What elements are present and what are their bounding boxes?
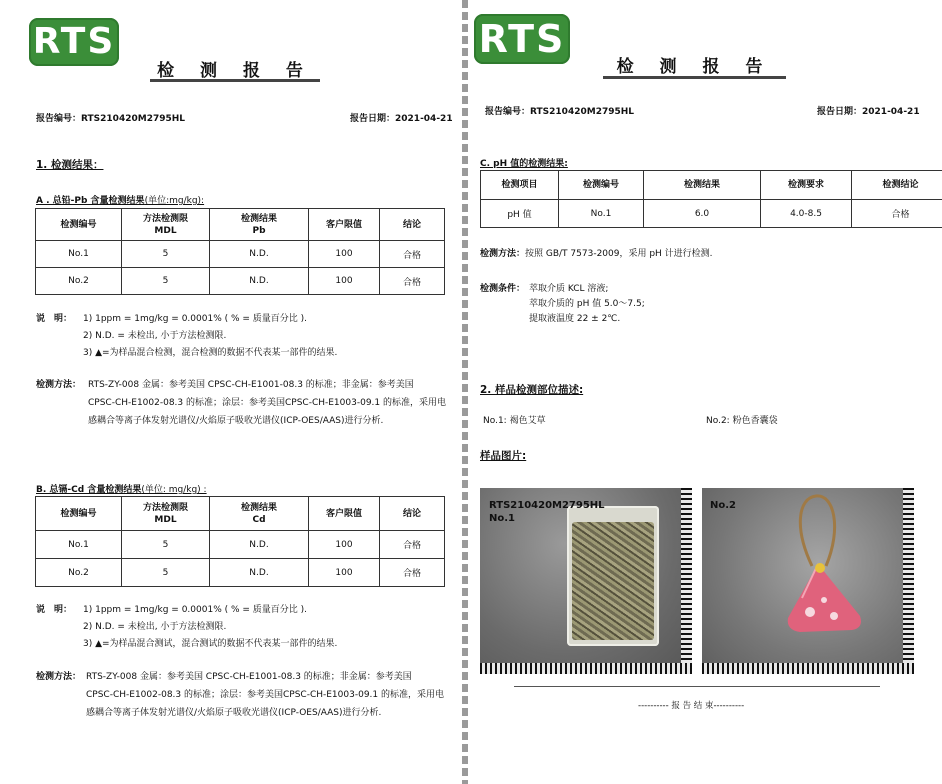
- cell-conclusion: 合格: [380, 559, 445, 587]
- sample-1-description: [483, 413, 546, 430]
- header-test-item: 检测项目: [481, 171, 559, 200]
- note-line: 3) ▲=为样品混合检测，混合检测的数据不代表某一部件的结果.: [83, 348, 338, 358]
- cell-requirement: 4.0-8.5: [761, 200, 852, 228]
- sample-id: No.2:: [706, 416, 730, 426]
- mugwort-leaves: [572, 522, 654, 640]
- cell-mdl: 5: [122, 241, 210, 268]
- condition-line: 提取液温度 22 ± 2℃.: [529, 314, 621, 324]
- table-header-row: [36, 209, 445, 241]
- cell-sample-id: No.1: [559, 200, 644, 228]
- table-row: [481, 200, 942, 228]
- method-line: CPSC-CH-E1002-08.3 的标准；涂层：参考美国CPSC-CH-E1003-09.1 的标准，采用电: [86, 690, 444, 700]
- measuring-ruler: [480, 663, 692, 674]
- cell-conclusion: 合格: [380, 268, 445, 295]
- notes-b: [36, 602, 338, 649]
- table-row: [36, 241, 445, 268]
- cell-result: N.D.: [210, 531, 309, 559]
- lead-result-table: [35, 208, 445, 295]
- notes-a: [36, 311, 338, 358]
- title-underline: [150, 79, 320, 82]
- note-line: 1) 1ppm = 1mg/kg = 0.0001% ( % = 质量百分比 ).: [83, 605, 308, 615]
- cell-conclusion: 合格: [380, 241, 445, 268]
- cell-limit: 100: [309, 559, 380, 587]
- cell-result: N.D.: [210, 559, 309, 587]
- table-b-title: [36, 482, 207, 495]
- ph-method: [480, 246, 713, 263]
- cadmium-result-table: [35, 496, 445, 587]
- photo-report-number: RTS210420M2795HL: [489, 500, 605, 511]
- report-date-value: 2021-04-21: [395, 114, 453, 124]
- report-date-value: 2021-04-21: [862, 107, 920, 117]
- cell-sample-id: No.2: [36, 559, 122, 587]
- header-result: 检测结果: [644, 171, 761, 200]
- method-line: RTS-ZY-008 金属：参考美国 CPSC-CH-E1001-08.3 的标准；非金属：参考美国: [88, 380, 414, 390]
- cell-test-item: pH 值: [481, 200, 559, 228]
- measuring-ruler: [681, 488, 692, 674]
- header-sample-id: 检测编号: [36, 497, 122, 531]
- test-conditions: [480, 282, 645, 324]
- report-number-value: RTS210420M2795HL: [530, 107, 635, 117]
- sample-1-photo: [480, 488, 692, 674]
- sample-2-photo: [702, 488, 914, 674]
- report-date-label: 报告日期：: [817, 107, 863, 117]
- notes-label: 说 明：: [36, 314, 73, 324]
- end-rule: [514, 686, 880, 687]
- rts-logo: RTS: [474, 14, 570, 64]
- section-1-title: 1. 检测结果：: [36, 159, 104, 171]
- report-number-label: 报告编号：: [36, 114, 82, 124]
- cell-mdl: 5: [122, 531, 210, 559]
- notes-label: 说 明：: [36, 605, 73, 615]
- method-label: 检测方法：: [480, 249, 526, 259]
- sachet-illustration: [702, 488, 914, 674]
- cell-limit: 100: [309, 268, 380, 295]
- report-date-label: 报告日期：: [350, 114, 396, 124]
- photo-2-label: No.2: [710, 500, 736, 511]
- table-b-unit: (单位: mg/kg) :: [141, 485, 207, 495]
- page-title: 检 测 报 告: [616, 57, 773, 77]
- note-line: 1) 1ppm = 1mg/kg = 0.0001% ( % = 质量百分比 ).: [83, 314, 308, 324]
- condition-line: 萃取介质的 pH 值 5.0～7.5;: [529, 299, 645, 309]
- sample-desc: 褐色艾草: [509, 416, 546, 426]
- cell-sample-id: No.1: [36, 531, 122, 559]
- note-line: 2) N.D. = 未检出, 小于方法检测限.: [83, 622, 227, 632]
- cell-result: N.D.: [210, 241, 309, 268]
- header-conclusion: 检测结论: [852, 171, 942, 200]
- conditions-label: 检测条件：: [480, 284, 526, 294]
- cell-conclusion: 合格: [380, 531, 445, 559]
- table-b-title-text: B. 总镉-Cd 含量检测结果: [36, 485, 142, 495]
- header-mdl: 方法检测限 MDL: [122, 497, 210, 531]
- sample-desc: 粉色香囊袋: [732, 416, 778, 426]
- method-label: 检测方法：: [36, 380, 82, 390]
- cell-conclusion: 合格: [852, 200, 942, 228]
- method-label: 检测方法：: [36, 672, 82, 682]
- table-header-row: [36, 497, 445, 531]
- report-page-left: [0, 0, 462, 784]
- sample-2-description: [706, 413, 778, 430]
- report-date: [350, 111, 453, 124]
- title-underline: [603, 76, 786, 79]
- report-number-label: 报告编号：: [485, 107, 531, 117]
- section-2-title: 2. 样品检测部位描述:: [480, 384, 584, 396]
- cell-result: 6.0: [644, 200, 761, 228]
- header-conclusion: 结论: [380, 209, 445, 241]
- cell-mdl: 5: [122, 268, 210, 295]
- cell-limit: 100: [309, 241, 380, 268]
- header-result-cd: 检测结果 Cd: [210, 497, 309, 531]
- cell-mdl: 5: [122, 559, 210, 587]
- table-a-title: [36, 193, 204, 206]
- method-line: CPSC-CH-E1002-08.3 的标准；涂层：参考美国CPSC-CH-E1003-09.1 的标准，采用电: [88, 398, 446, 408]
- sample-id: No.1:: [483, 416, 507, 426]
- header-sample-id: 检测编号: [36, 209, 122, 241]
- report-end: ---------- 报 告 结 束----------: [638, 701, 745, 711]
- method-line: 感耦合等离子体发射光谱仪/火焰原子吸收光谱仪(ICP-OES/AAS)进行分析.: [88, 416, 384, 426]
- method-text: 按照 GB/T 7573-2009，采用 pH 计进行检测.: [525, 249, 713, 259]
- table-header-row: [481, 171, 942, 200]
- ph-result-table: [480, 170, 942, 228]
- header-sample-id: 检测编号: [559, 171, 644, 200]
- note-line: 2) N.D. = 未检出, 小于方法检测限.: [83, 331, 227, 341]
- condition-line: 萃取介质 KCL 溶液;: [529, 284, 609, 294]
- table-row: [36, 559, 445, 587]
- report-date: [817, 104, 920, 117]
- header-result-pb: 检测结果 Pb: [210, 209, 309, 241]
- page-title: 检 测 报 告: [157, 61, 313, 81]
- report-number: [36, 111, 185, 124]
- method-line: 感耦合等离子体发射光谱仪/火焰原子吸收光谱仪(ICP-OES/AAS)进行分析.: [86, 708, 382, 718]
- cell-result: N.D.: [210, 268, 309, 295]
- table-a-title-text: A . 总铅-Pb 含量检测结果: [36, 196, 145, 206]
- table-c-title: C. pH 值的检测结果:: [480, 159, 568, 169]
- photo-1-label: [489, 499, 605, 525]
- table-row: [36, 531, 445, 559]
- table-row: [36, 268, 445, 295]
- header-conclusion: 结论: [380, 497, 445, 531]
- note-line: 3) ▲=为样品混合测试，混合测试的数据不代表某一部件的结果.: [83, 639, 338, 649]
- table-a-unit: (单位:mg/kg):: [144, 196, 205, 206]
- report-page-right: [468, 0, 942, 784]
- method-line: RTS-ZY-008 金属：参考美国 CPSC-CH-E1001-08.3 的标准；非金属：参考美国: [86, 672, 412, 682]
- header-requirement: 检测要求: [761, 171, 852, 200]
- rts-logo: RTS: [29, 18, 119, 66]
- photo-sample-number: No.1: [489, 513, 515, 524]
- header-client-limit: 客户限值: [309, 209, 380, 241]
- header-mdl: 方法检测限 MDL: [122, 209, 210, 241]
- report-number: [485, 104, 634, 117]
- report-number-value: RTS210420M2795HL: [81, 114, 186, 124]
- sample-photos-title: 样品图片:: [480, 450, 527, 462]
- cell-limit: 100: [309, 531, 380, 559]
- cell-sample-id: No.2: [36, 268, 122, 295]
- header-client-limit: 客户限值: [309, 497, 380, 531]
- cell-sample-id: No.1: [36, 241, 122, 268]
